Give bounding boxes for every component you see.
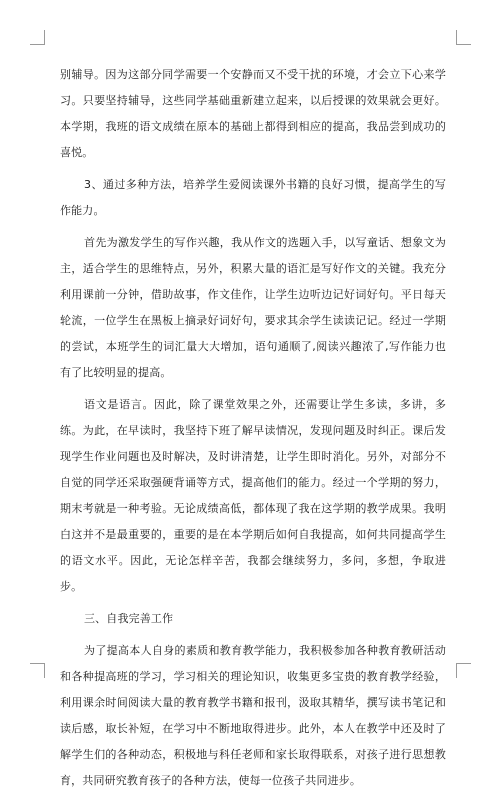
paragraph-language-practice: 语文是语言。因此，除了课堂效果之外，还需要让学生多读，多讲，多练。为此，在早读时，我坚持下班了解早读情况，发现问题及时纠正。课后发现学生作业问题也及时解决，及时讲清楚，让学生即时消化。另外，对部分不自觉的同学还采取强硬背诵等方式，提高他们的能力。经过一个学期的努力，期末考就是一种考验。无论成绩高低，都体现了我在这学期的教学成果。我明白这并不是最重要的，重要的是在本学期后如何自我提高，如何共同提高学生的语文水平。因此，无论怎样辛苦，我都会继续努力，多问，多想，争取进步。 [60,398,446,593]
crop-mark-bottom-left [30,663,45,678]
section-heading-self-improvement: 三、自我完善工作 [84,612,174,625]
paragraph-writing-interest: 首先为激发学生的写作兴趣，我从作文的选题入手，以写童话、想象文为主，适合学生的思维特点，另外，积累大量的语汇是写好作文的关键。我充分利用课前一分钟，借助故事，作文佳作，让学生边听边记好词好句。平日每天轮流，一位学生在黑板上摘录好词好句，要求其余学生读读记记。经过一学期的尝试，本班学生的词汇量大大增加，语句通顺了,阅读兴趣浓了,写作能力也有了比较明显的提高。 [60,236,446,379]
crop-mark-bottom-right [456,663,471,678]
crop-mark-top-right [456,30,471,45]
paragraph-point-3: 3、通过多种方法，培养学生爱阅读课外书籍的良好习惯，提高学生的写作能力。 [60,178,446,217]
crop-mark-top-left [30,30,45,45]
document-body [60,62,446,800]
paragraph-continuation: 别辅导。因为这部分同学需要一个安静而又不受干扰的环境，才会立下心来学习。只要坚持辅导，这些同学基础重新建立起来，以后授课的效果就会更好。本学期，我班的语文成绩在原本的基础上都得到相应的提高，我品尝到成功的喜悦。 [60,68,446,159]
paragraph-self-improvement: 为了提高本人自身的素质和教育教学能力，我积极参加各种教育教研活动和各种提高班的学习，学习相关的理论知识，收集更多宝贵的教育教学经验，利用课余时间阅读大量的教育教学书籍和报刊，汲取其精华，撰写读书笔记和读后感，取长补短，在学习中不断地取得进步。此外，本人在教学中还及时了解学生们的各种动态，积极地与科任老师和家长取得联系，对孩子进行思想教育，共同研究教育孩子的各种方法，使每一位孩子共同进步。 [60,644,446,787]
